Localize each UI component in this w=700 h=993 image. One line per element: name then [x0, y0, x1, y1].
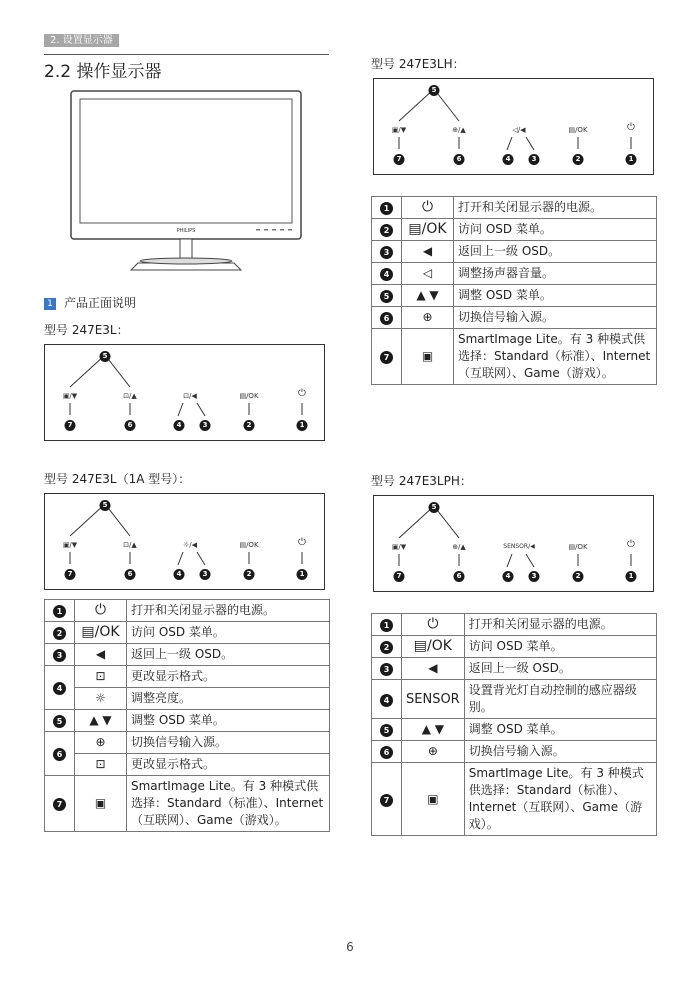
table-row — [45, 710, 330, 732]
row-number: 5 — [380, 724, 393, 737]
key-menu-ok[interactable]: ▤/OK — [239, 541, 259, 549]
row-text: 设置背光灯自动控制的感应器级别。 — [464, 680, 656, 719]
row-number: 3 — [380, 246, 393, 259]
key-format-back[interactable]: ⊡/◀ — [183, 392, 197, 400]
sensor-icon: SENSOR — [402, 680, 465, 719]
badge-5: 5 — [429, 85, 440, 96]
key-volume-back[interactable]: ◁/◀ — [512, 126, 526, 134]
menu-ok-icon: ▤/OK — [75, 622, 127, 644]
key-menu-ok[interactable]: ▤/OK — [568, 126, 588, 134]
row-number: 6 — [53, 748, 66, 761]
button-panel-247e3l — [44, 344, 325, 441]
legend-table-247e3lph — [371, 613, 657, 836]
model-title-247e3l: 型号 247E3L： — [44, 323, 129, 337]
badge-2: 2 — [244, 569, 255, 580]
row-number: 6 — [380, 746, 393, 759]
table-row — [372, 219, 657, 241]
row-number: 7 — [380, 351, 393, 364]
row-text: 切换信号输入源。 — [454, 307, 657, 329]
badge-7: 7 — [394, 154, 405, 165]
table-row — [372, 658, 657, 680]
key-smartimage-down[interactable]: ▣/▼ — [391, 126, 407, 134]
row-number: 6 — [380, 312, 393, 325]
badge-5: 5 — [100, 351, 111, 362]
key-power[interactable]: ⏻ — [627, 122, 635, 133]
badge-4: 4 — [174, 420, 185, 431]
legend-table-247e3l — [44, 599, 330, 832]
button-panel-247e3lph — [373, 495, 654, 592]
up-down-icon: ▲ ▼ — [75, 710, 127, 732]
badge-1: 1 — [297, 569, 308, 580]
row-text: SmartImage Lite。有 3 种模式供选择：Standard（标准）、Internet（互联网）、Game（游戏）。 — [127, 776, 330, 832]
key-input-up[interactable]: ⊡/▲ — [123, 392, 137, 400]
row-number: 2 — [380, 641, 393, 654]
up-down-icon: ▲ ▼ — [402, 285, 454, 307]
badge-6: 6 — [125, 420, 136, 431]
key-menu-ok[interactable]: ▤/OK — [239, 392, 259, 400]
row-text: 更改显示格式。 — [127, 666, 330, 688]
table-row — [45, 688, 330, 710]
badge-3: 3 — [200, 420, 211, 431]
badge-2: 2 — [244, 420, 255, 431]
front-heading — [44, 294, 136, 311]
legend-table-247e3lh — [371, 196, 657, 385]
table-row — [372, 329, 657, 385]
section-title: 2.2 操作显示器 — [44, 62, 162, 82]
badge-5: 5 — [100, 500, 111, 511]
badge-7: 7 — [394, 571, 405, 582]
power-icon: ⏻ — [402, 614, 465, 636]
badge-3: 3 — [529, 154, 540, 165]
format-icon: ⊡ — [75, 754, 127, 776]
key-sensor-back[interactable]: SENSOR/◀ — [503, 543, 535, 550]
table-row — [45, 732, 330, 754]
back-icon: ◀ — [402, 658, 465, 680]
table-row — [45, 600, 330, 622]
row-text: 调整 OSD 菜单。 — [127, 710, 330, 732]
row-number: 4 — [380, 694, 393, 707]
row-number: 3 — [53, 649, 66, 662]
key-input-up[interactable]: ⊕/▲ — [452, 126, 466, 134]
row-text: 调整亮度。 — [127, 688, 330, 710]
table-row — [372, 680, 657, 719]
badge-2: 2 — [573, 571, 584, 582]
table-row — [372, 614, 657, 636]
smartimage-icon: ▣ — [402, 763, 465, 836]
up-down-icon: ▲ ▼ — [402, 719, 465, 741]
badge-1: 1 — [297, 420, 308, 431]
row-number: 4 — [53, 682, 66, 695]
button-panel-247e3l-1a — [44, 493, 325, 590]
key-input-up[interactable]: ⊕/▲ — [452, 543, 466, 551]
badge-1: 1 — [626, 154, 637, 165]
row-text: 访问 OSD 菜单。 — [454, 219, 657, 241]
badge-3: 3 — [529, 571, 540, 582]
row-text: SmartImage Lite。有 3 种模式供选择：Standard（标准）、Internet（互联网）、Game（游戏）。 — [454, 329, 657, 385]
row-text: 访问 OSD 菜单。 — [127, 622, 330, 644]
heading-number: 1 — [44, 298, 56, 310]
smartimage-icon: ▣ — [75, 776, 127, 832]
key-power[interactable]: ⏻ — [298, 537, 306, 548]
row-number: 1 — [380, 202, 393, 215]
table-row — [45, 644, 330, 666]
row-text: 调整 OSD 菜单。 — [464, 719, 656, 741]
key-format-up[interactable]: ⊡/▲ — [123, 541, 137, 549]
model-title-247e3l-1a: 型号 247E3L（1A 型号）： — [44, 472, 191, 486]
row-text: 切换信号输入源。 — [127, 732, 330, 754]
row-number: 2 — [380, 224, 393, 237]
table-row — [372, 719, 657, 741]
row-number: 7 — [380, 794, 393, 807]
row-text: 返回上一级 OSD。 — [464, 658, 656, 680]
table-row — [372, 197, 657, 219]
page-number: 6 — [346, 940, 354, 954]
model-title-247e3lph: 型号 247E3LPH： — [371, 474, 472, 488]
input-icon: ⊕ — [75, 732, 127, 754]
badge-2: 2 — [573, 154, 584, 165]
table-row — [45, 754, 330, 776]
back-icon: ◀ — [402, 241, 454, 263]
badge-4: 4 — [503, 154, 514, 165]
key-power[interactable]: ⏻ — [298, 388, 306, 399]
section-tab: 2. 设置显示器 — [44, 34, 119, 47]
badge-5: 5 — [429, 502, 440, 513]
row-text: 打开和关闭显示器的电源。 — [464, 614, 656, 636]
row-text: 打开和关闭显示器的电源。 — [127, 600, 330, 622]
badge-4: 4 — [174, 569, 185, 580]
row-number: 3 — [380, 663, 393, 676]
heading-text: 产品正面说明 — [64, 296, 137, 310]
key-smartimage-down[interactable]: ▣/▼ — [391, 543, 407, 551]
row-text: 访问 OSD 菜单。 — [464, 636, 656, 658]
table-row — [372, 636, 657, 658]
table-row — [45, 622, 330, 644]
row-number: 4 — [380, 268, 393, 281]
input-icon: ⊕ — [402, 307, 454, 329]
row-number: 7 — [53, 798, 66, 811]
row-number: 1 — [380, 619, 393, 632]
row-text: 返回上一级 OSD。 — [127, 644, 330, 666]
key-menu-ok[interactable]: ▤/OK — [568, 543, 588, 551]
key-smartimage-down[interactable]: ▣/▼ — [62, 392, 78, 400]
brightness-icon: ☼ — [75, 688, 127, 710]
row-text: 调整扬声器音量。 — [454, 263, 657, 285]
key-brightness-back[interactable]: ☼/◀ — [182, 541, 198, 549]
monitor-brand: PHILIPS — [176, 228, 196, 234]
monitor-illustration — [66, 88, 306, 273]
badge-1: 1 — [626, 571, 637, 582]
row-text: 返回上一级 OSD。 — [454, 241, 657, 263]
key-smartimage-down[interactable]: ▣/▼ — [62, 541, 78, 549]
badge-4: 4 — [503, 571, 514, 582]
table-row — [372, 263, 657, 285]
table-row — [45, 776, 330, 832]
row-number: 5 — [380, 290, 393, 303]
table-row — [45, 666, 330, 688]
badge-7: 7 — [65, 420, 76, 431]
row-number: 5 — [53, 715, 66, 728]
header-rule — [44, 54, 329, 55]
row-text: SmartImage Lite。有 3 种模式供选择：Standard（标准）、Internet（互联网）、Game（游戏）。 — [464, 763, 656, 836]
table-row — [372, 741, 657, 763]
input-icon: ⊕ — [402, 741, 465, 763]
badge-6: 6 — [454, 154, 465, 165]
badge-6: 6 — [125, 569, 136, 580]
row-number: 2 — [53, 627, 66, 640]
menu-ok-icon: ▤/OK — [402, 219, 454, 241]
table-row — [372, 763, 657, 836]
row-text: 打开和关闭显示器的电源。 — [454, 197, 657, 219]
table-row — [372, 241, 657, 263]
power-icon: ⏻ — [402, 197, 454, 219]
badge-3: 3 — [200, 569, 211, 580]
menu-ok-icon: ▤/OK — [402, 636, 465, 658]
row-text: 调整 OSD 菜单。 — [454, 285, 657, 307]
badge-7: 7 — [65, 569, 76, 580]
smartimage-icon: ▣ — [402, 329, 454, 385]
row-text: 更改显示格式。 — [127, 754, 330, 776]
table-row — [372, 307, 657, 329]
model-title-247e3lh: 型号 247E3LH： — [371, 57, 465, 71]
row-text: 切换信号输入源。 — [464, 741, 656, 763]
power-icon: ⏻ — [75, 600, 127, 622]
row-number: 1 — [53, 605, 66, 618]
format-icon: ⊡ — [75, 666, 127, 688]
badge-6: 6 — [454, 571, 465, 582]
speaker-icon: ◁ — [402, 263, 454, 285]
key-power[interactable]: ⏻ — [627, 539, 635, 550]
back-icon: ◀ — [75, 644, 127, 666]
button-panel-247e3lh — [373, 78, 654, 175]
table-row — [372, 285, 657, 307]
